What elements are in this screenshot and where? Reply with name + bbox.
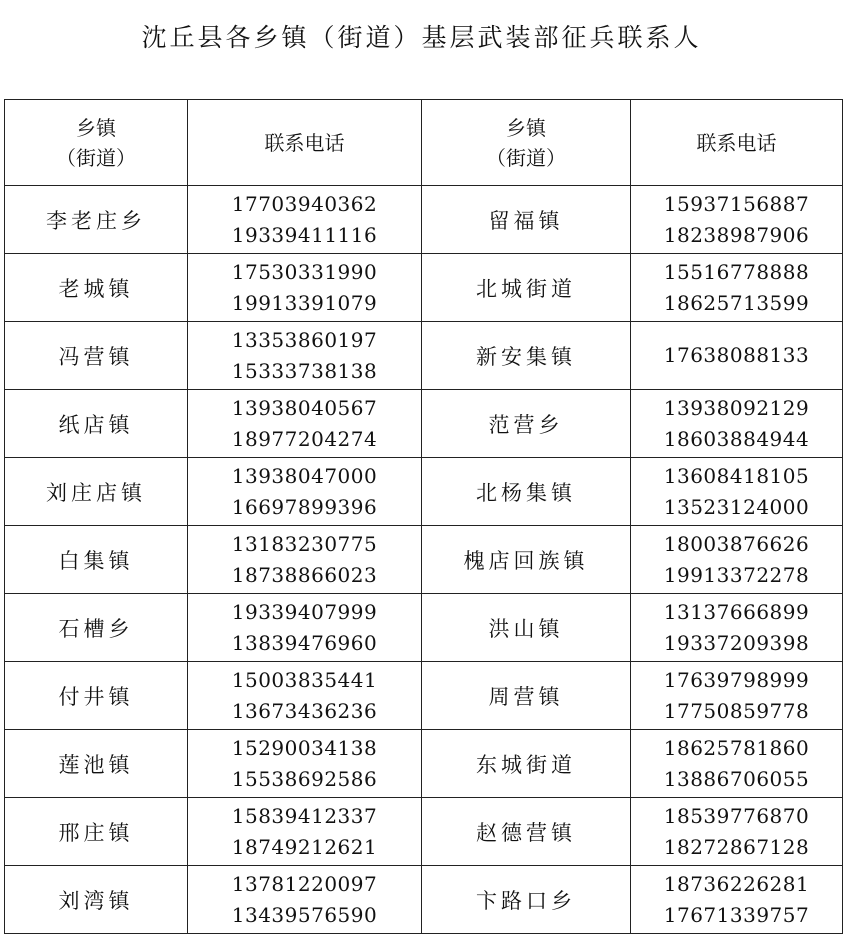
- phone-number: 13183230775: [231, 531, 378, 556]
- phone-number: 13673436236: [231, 698, 378, 723]
- town-cell: [5, 526, 188, 594]
- town-cell: [422, 526, 631, 594]
- town-cell: [422, 390, 631, 458]
- town-name: 冯营镇: [58, 344, 134, 369]
- phone-number: 18736226281: [663, 871, 810, 896]
- header-town-label: 乡镇: [506, 115, 546, 140]
- phone-number: 13608418105: [663, 463, 810, 488]
- town-cell: [422, 662, 631, 730]
- table-row: [5, 730, 843, 798]
- town-cell: [5, 186, 188, 254]
- phone-number: 13137666899: [663, 599, 810, 624]
- header-row: [5, 100, 843, 186]
- page-title: 沈丘县各乡镇（街道）基层武装部征兵联系人: [141, 23, 702, 52]
- phone-cell: [188, 866, 422, 934]
- table-row: [5, 254, 843, 322]
- table-row: [5, 594, 843, 662]
- town-name: 刘庄店镇: [46, 480, 146, 505]
- town-cell: [5, 662, 188, 730]
- phone-number: 15538692586: [231, 766, 378, 791]
- phone-number: 18003876626: [663, 531, 810, 556]
- phone-number: 18539776870: [663, 803, 810, 828]
- town-cell: [422, 730, 631, 798]
- phone-number: 15839412337: [231, 803, 378, 828]
- phone-number: 15937156887: [663, 191, 810, 216]
- header-town-sublabel: （街道）: [56, 145, 136, 170]
- phone-number: 18738866023: [231, 562, 378, 587]
- header-phone-right: [631, 100, 843, 186]
- town-name: 付井镇: [58, 684, 134, 709]
- phone-number: 18625781860: [663, 735, 810, 760]
- phone-number: 13781220097: [231, 871, 378, 896]
- header-phone-left: [188, 100, 422, 186]
- phone-number: 13353860197: [231, 327, 378, 352]
- table-row: [5, 798, 843, 866]
- phone-cell: [188, 322, 422, 390]
- phone-number: 18238987906: [663, 222, 810, 247]
- phone-cell: [631, 254, 843, 322]
- table-row: [5, 186, 843, 254]
- phone-number: 17671339757: [663, 902, 810, 927]
- phone-cell: [631, 662, 843, 730]
- phone-number: 17639798999: [663, 667, 810, 692]
- table-body: [5, 186, 843, 934]
- town-name: 留福镇: [488, 208, 564, 233]
- town-name: 纸店镇: [58, 412, 134, 437]
- table-row: [5, 662, 843, 730]
- town-cell: [5, 594, 188, 662]
- table-row: [5, 458, 843, 526]
- header-phone-label: 联系电话: [696, 130, 777, 155]
- phone-cell: [631, 458, 843, 526]
- phone-number: 13938092129: [663, 395, 810, 420]
- town-cell: [422, 866, 631, 934]
- phone-cell: [188, 458, 422, 526]
- town-cell: [5, 730, 188, 798]
- phone-number: 18603884944: [663, 426, 810, 451]
- contacts-table: [4, 99, 843, 934]
- town-cell: [5, 866, 188, 934]
- phone-cell: [188, 594, 422, 662]
- town-cell: [422, 322, 631, 390]
- town-cell: [5, 322, 188, 390]
- phone-number: 18749212621: [231, 834, 378, 859]
- phone-cell: [188, 662, 422, 730]
- town-cell: [5, 798, 188, 866]
- header-phone-label: 联系电话: [264, 130, 345, 155]
- town-name: 范营乡: [488, 412, 564, 437]
- phone-cell: [188, 730, 422, 798]
- town-name: 莲池镇: [58, 752, 134, 777]
- phone-number: 17530331990: [231, 259, 378, 284]
- phone-number: 13938047000: [231, 463, 378, 488]
- header-town-right: [422, 100, 631, 186]
- phone-number: 13886706055: [663, 766, 810, 791]
- phone-number: 13523124000: [663, 494, 810, 519]
- table-row: [5, 322, 843, 390]
- town-name: 槐店回族镇: [463, 548, 589, 573]
- phone-cell: [631, 730, 843, 798]
- phone-number: 15333738138: [231, 358, 378, 383]
- table-row: [5, 390, 843, 458]
- town-name: 白集镇: [58, 548, 134, 573]
- phone-cell: [631, 594, 843, 662]
- phone-number: 13938040567: [231, 395, 378, 420]
- phone-number: 15290034138: [231, 735, 378, 760]
- phone-cell: [631, 798, 843, 866]
- town-cell: [5, 254, 188, 322]
- phone-number: 16697899396: [231, 494, 378, 519]
- phone-number: 17750859778: [663, 698, 810, 723]
- phone-cell: [188, 254, 422, 322]
- town-name: 北杨集镇: [476, 480, 576, 505]
- town-name: 周营镇: [488, 684, 564, 709]
- town-name: 老城镇: [58, 276, 134, 301]
- town-name: 赵德营镇: [476, 820, 576, 845]
- phone-cell: [188, 390, 422, 458]
- town-name: 石槽乡: [58, 616, 134, 641]
- phone-number: 19913391079: [231, 290, 378, 315]
- phone-number: 18625713599: [663, 290, 810, 315]
- header-town-label: 乡镇: [76, 115, 116, 140]
- town-name: 东城街道: [476, 752, 576, 777]
- phone-cell: [188, 526, 422, 594]
- town-name: 李老庄乡: [46, 208, 146, 233]
- town-name: 洪山镇: [488, 616, 564, 641]
- phone-cell: [631, 866, 843, 934]
- table-row: [5, 526, 843, 594]
- phone-number: 18272867128: [663, 834, 810, 859]
- phone-number: 19337209398: [663, 630, 810, 655]
- town-name: 邢庄镇: [58, 820, 134, 845]
- phone-cell: [188, 798, 422, 866]
- town-cell: [422, 186, 631, 254]
- phone-number: 15516778888: [663, 259, 810, 284]
- phone-number: 13439576590: [231, 902, 378, 927]
- town-name: 卞路口乡: [476, 888, 576, 913]
- phone-cell: [631, 526, 843, 594]
- phone-number: 19339411116: [231, 222, 378, 247]
- town-cell: [422, 458, 631, 526]
- phone-number: 15003835441: [231, 667, 378, 692]
- phone-number: 17638088133: [663, 343, 810, 367]
- town-cell: [5, 458, 188, 526]
- phone-cell: [631, 322, 843, 390]
- phone-cell: [631, 186, 843, 254]
- phone-number: 18977204274: [231, 426, 378, 451]
- phone-number: 17703940362: [231, 191, 378, 216]
- table-row: [5, 866, 843, 934]
- phone-number: 19913372278: [663, 562, 810, 587]
- town-name: 刘湾镇: [58, 888, 134, 913]
- town-name: 新安集镇: [476, 344, 576, 369]
- town-cell: [422, 798, 631, 866]
- phone-cell: [631, 390, 843, 458]
- town-cell: [5, 390, 188, 458]
- header-town-left: [5, 100, 188, 186]
- town-name: 北城街道: [476, 276, 576, 301]
- town-cell: [422, 594, 631, 662]
- phone-cell: [188, 186, 422, 254]
- header-town-sublabel: （街道）: [486, 145, 566, 170]
- town-cell: [422, 254, 631, 322]
- phone-number: 13839476960: [231, 630, 378, 655]
- phone-number: 19339407999: [231, 599, 378, 624]
